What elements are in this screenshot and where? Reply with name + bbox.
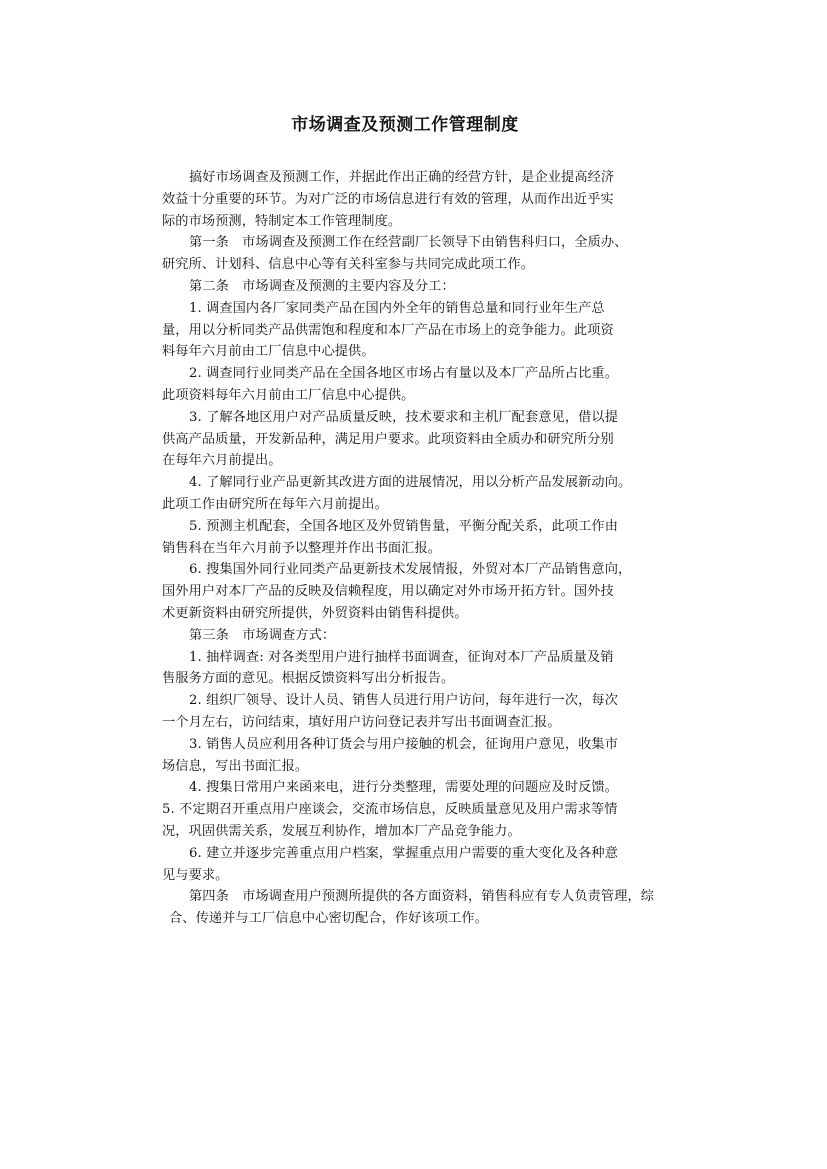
list-item-line: 料每年六月前由工厂信息中心提供。: [162, 344, 375, 360]
article-3-heading: 第三条 市场调查方式：: [189, 627, 336, 643]
article-1-line: 研究所、计划科、信息中心等有关科室参与共同完成此项工作。: [162, 257, 535, 273]
paragraph-line: 搞好市场调查及预测工作，并据此作出正确的经营方针，是企业提高经济: [189, 170, 615, 185]
list-item-line: 3. 销售人员应利用各种订货会与用户接触的机会，征询用户意见，收集市: [189, 736, 618, 752]
article-4-line: 第四条 市场调查用户预测所提供的各方面资料，销售科应有专人负责管理，综: [189, 889, 655, 905]
document-title: 市场调查及预测工作管理制度: [291, 115, 519, 135]
article-2-heading: 第二条 市场调查及预测的主要内容及分工：: [189, 278, 455, 294]
list-item-line: 销售科在当年六月前予以整理并作出书面汇报。: [162, 540, 442, 556]
list-item-line: 术更新资料由研究所提供，外贸资料由销售科提供。: [162, 605, 468, 621]
list-item-line: 5. 预测主机配套，全国各地区及外贸销售量，平衡分配关系，此项工作由: [189, 518, 618, 534]
list-item-line: 3. 了解各地区用户对产品质量反映，技术要求和主机厂配套意见，借以提: [189, 409, 618, 425]
list-item-line: 场信息，写出书面汇报。: [162, 758, 309, 774]
paragraph-line: 效益十分重要的环节。为对广泛的市场信息进行有效的管理，从而作出近乎实: [162, 191, 614, 207]
document-body: [162, 167, 662, 930]
list-item-line: 此项资料每年六月前由工厂信息中心提供。: [162, 387, 415, 403]
list-item-line: 一个月左右，访问结束，填好用户访问登记表并写出书面调查汇报。: [162, 714, 561, 730]
list-item-line: 况，巩固供需关系，发展互利协作，增加本厂产品竞争能力。: [162, 823, 521, 839]
list-item-line: 5. 不定期召开重点用户座谈会，交流市场信息，反映质量意见及用户需求等情: [162, 802, 618, 818]
list-item-line: 2. 组织厂领导、设计人员、销售人员进行用户访问，每年进行一次，每次: [189, 693, 618, 709]
list-item-line: 6. 建立并逐步完善重点用户档案，掌握重点用户需要的重大变化及各种意: [189, 845, 618, 861]
list-item-line: 见与要求。: [162, 867, 229, 883]
list-item-line: 供高产品质量，开发新品种，满足用户要求。此项资料由全质办和研究所分别: [162, 431, 614, 447]
list-item-line: 4. 搜集日常用户来函来电，进行分类整理，需要处理的问题应及时反馈。: [189, 780, 618, 796]
list-item-line: 此项工作由研究所在每年六月前提出。: [162, 496, 388, 512]
list-item-line: 2. 调查同行业同类产品在全国各地区市场占有量以及本厂产品所占比重。: [189, 366, 618, 382]
article-1-line: 第一条 市场调查及预测工作在经营副厂长领导下由销售科归口，全质办、: [189, 235, 628, 251]
list-item-line: 1. 抽样调查: 对各类型用户进行抽样书面调查，征询对本厂产品质量及销: [189, 649, 614, 665]
list-item-line: 6. 搜集国外同行业同类产品更新技术发展情报，外贸对本厂产品销售意向，: [189, 562, 632, 578]
list-item-line: 在每年六月前提出。: [162, 453, 282, 469]
list-item-line: 1. 调查国内各厂家同类产品在国内外全年的销售总量和同行业年生产总: [189, 300, 605, 316]
list-item-line: 售服务方面的意见。根据反馈资料写出分析报告。: [162, 671, 455, 687]
list-item-line: 4. 了解同行业产品更新其改进方面的进展情况，用以分析产品发展新动向。: [189, 475, 632, 491]
article-4-line: 合、传递并与工厂信息中心密切配合，作好该项工作。: [169, 911, 488, 927]
list-item-line: 国外用户对本厂产品的反映及信赖程度，用以确定对外市场开拓方针。国外技: [162, 584, 614, 600]
list-item-line: 量，用以分析同类产品供需饱和程度和本厂产品在市场上的竞争能力。此项资: [162, 322, 614, 338]
paragraph-line: 际的市场预测，特制定本工作管理制度。: [162, 213, 402, 229]
